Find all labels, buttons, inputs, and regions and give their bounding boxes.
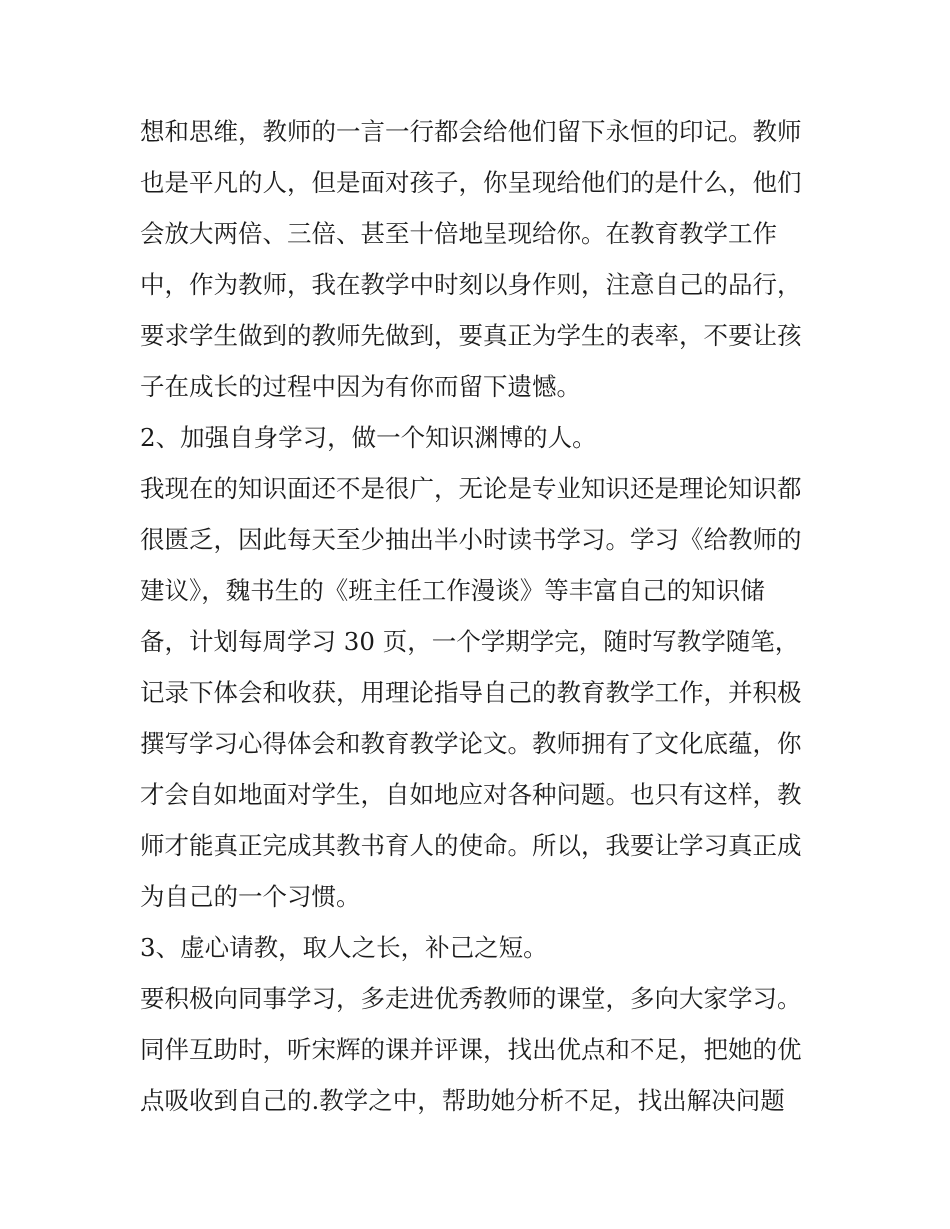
text-line: 建议》，魏书生的《班主任工作漫谈》等丰富自己的知识储: [140, 576, 765, 605]
text-line: 备，计划每周学习 30 页，一个学期学完，随时写教学随笔，: [140, 627, 800, 656]
text-line: 子在成长的过程中因为有你而留下遗憾。: [140, 372, 581, 401]
text-line: 才会自如地面对学生，自如地应对各种问题。也只有这样，教: [140, 780, 802, 809]
text-line: 我现在的知识面还不是很广，无论是专业知识还是理论知识都: [140, 474, 802, 503]
text-line: 点吸收到自己的.教学之中，帮助她分析不足，找出解决问题: [140, 1086, 785, 1115]
text-line: 要求学生做到的教师先做到，要真正为学生的表率，不要让孩: [140, 321, 802, 350]
section-heading: 2、加强自身学习，做一个知识渊博的人。: [140, 423, 597, 452]
text-line: 记录下体会和收获，用理论指导自己的教育教学工作，并积极: [140, 678, 802, 707]
text-line: 师才能真正完成其教书育人的使命。所以，我要让学习真正成: [140, 831, 802, 860]
text-line: 也是平凡的人，但是面对孩子，你呈现给他们的是什么，他们: [140, 168, 802, 197]
text-line: 为自己的一个习惯。: [140, 882, 361, 911]
text-line: 想和思维，教师的一言一行都会给他们留下永恒的印记。教师: [140, 117, 802, 146]
text-line: 同伴互助时，听宋辉的课并评课，找出优点和不足，把她的优: [140, 1035, 802, 1064]
document-body: [140, 106, 820, 1126]
section-heading: 3、虚心请教，取人之长，补己之短。: [140, 933, 548, 962]
text-line: 很匮乏，因此每天至少抽出半小时读书学习。学习《给教师的: [140, 525, 802, 554]
text-line: 要积极向同事学习，多走进优秀教师的课堂，多向大家学习。: [140, 984, 802, 1013]
text-line: 撰写学习心得体会和教育教学论文。教师拥有了文化底蕴，你: [140, 729, 802, 758]
text-line: 中，作为教师，我在教学中时刻以身作则，注意自己的品行，: [140, 270, 802, 299]
text-line: 会放大两倍、三倍、甚至十倍地呈现给你。在教育教学工作: [140, 219, 777, 248]
